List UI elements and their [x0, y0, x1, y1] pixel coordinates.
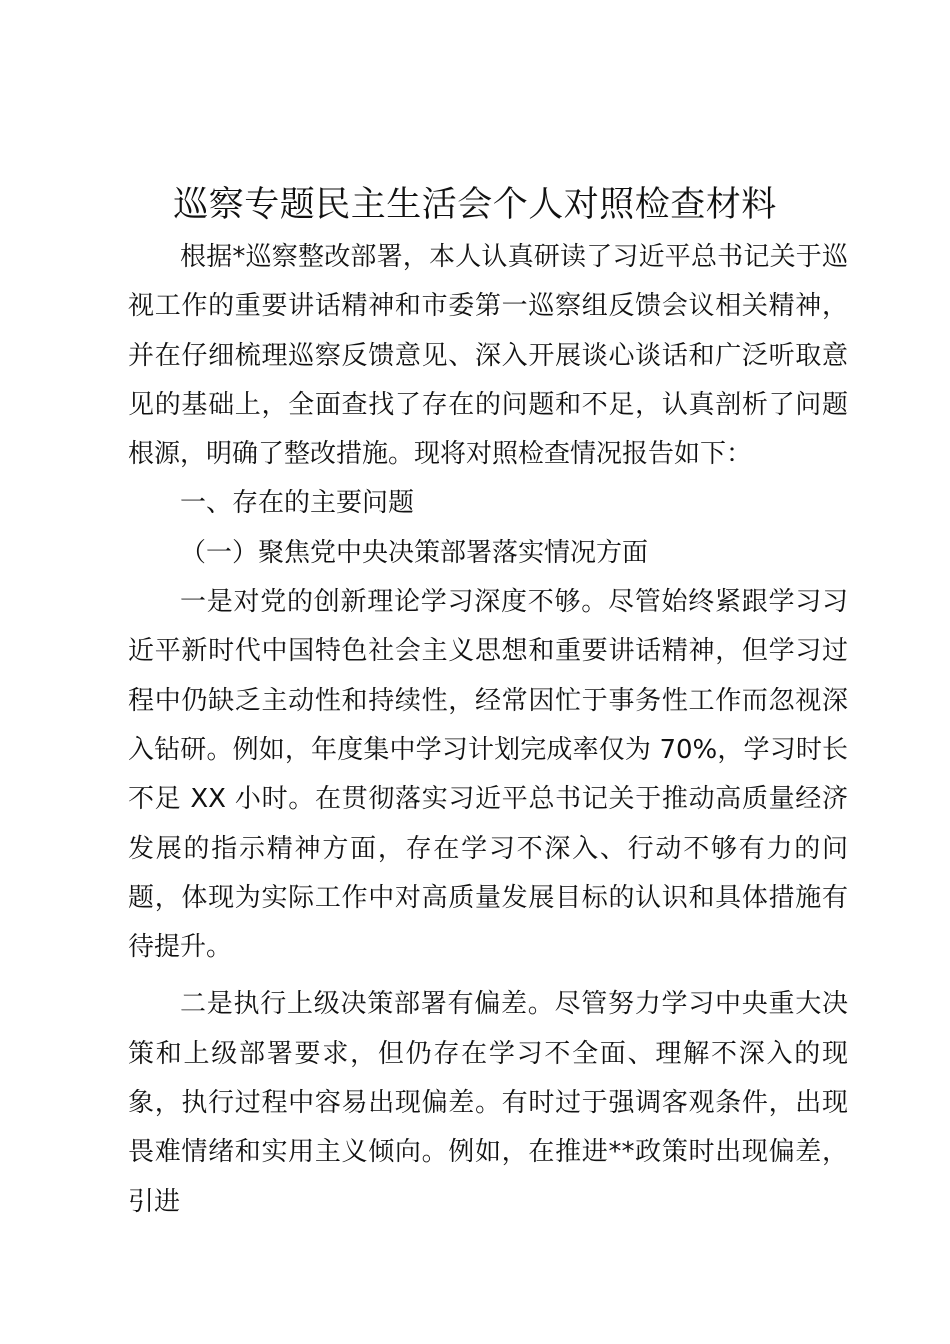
intro-paragraph: 根据*巡察整改部署，本人认真研读了习近平总书记关于巡视工作的重要讲话精神和市委第一巡察组反馈会议相关精神，并在仔细梳理巡察反馈意见、深入开展谈心谈话和广泛听取意见的基础上，全面查找了存在的问题和不足，认真剖析了问题根源，明确了整改措施。现将对照检查情况报告如下：	[128, 242, 848, 470]
section-heading: 一、存在的主要问题	[180, 488, 415, 519]
document-body	[128, 233, 848, 1227]
document-title: 巡察专题民主生活会个人对照检查材料	[173, 185, 777, 225]
issue-paragraph-2: 二是执行上级决策部署有偏差。尽管努力学习中央重大决策和上级部署要求，但仍存在学习不全面、理解不深入的现象，执行过程中容易出现偏差。有时过于强调客观条件，出现畏难情绪和实用主义倾向。例如，在推进**政策时出现偏差，引进	[128, 989, 848, 1217]
issue-paragraph-1: 一是对党的创新理论学习深度不够。尽管始终紧跟学习习近平新时代中国特色社会主义思想和重要讲话精神，但学习过程中仍缺乏主动性和持续性，经常因忙于事务性工作而忽视深入钻研。例如，年度集中学习计划完成率仅为 70%，学习时长不足 XX 小时。在贯彻落实习近平总书记关于推动高质量经济发展的指示精神方面，存在学习不深入、行动不够有力的问题，体现为实际工作中对高质量发展目标的认识和具体措施有待提升。	[128, 587, 848, 963]
subsection-heading: （一）聚焦党中央决策部署落实情况方面	[180, 537, 649, 568]
